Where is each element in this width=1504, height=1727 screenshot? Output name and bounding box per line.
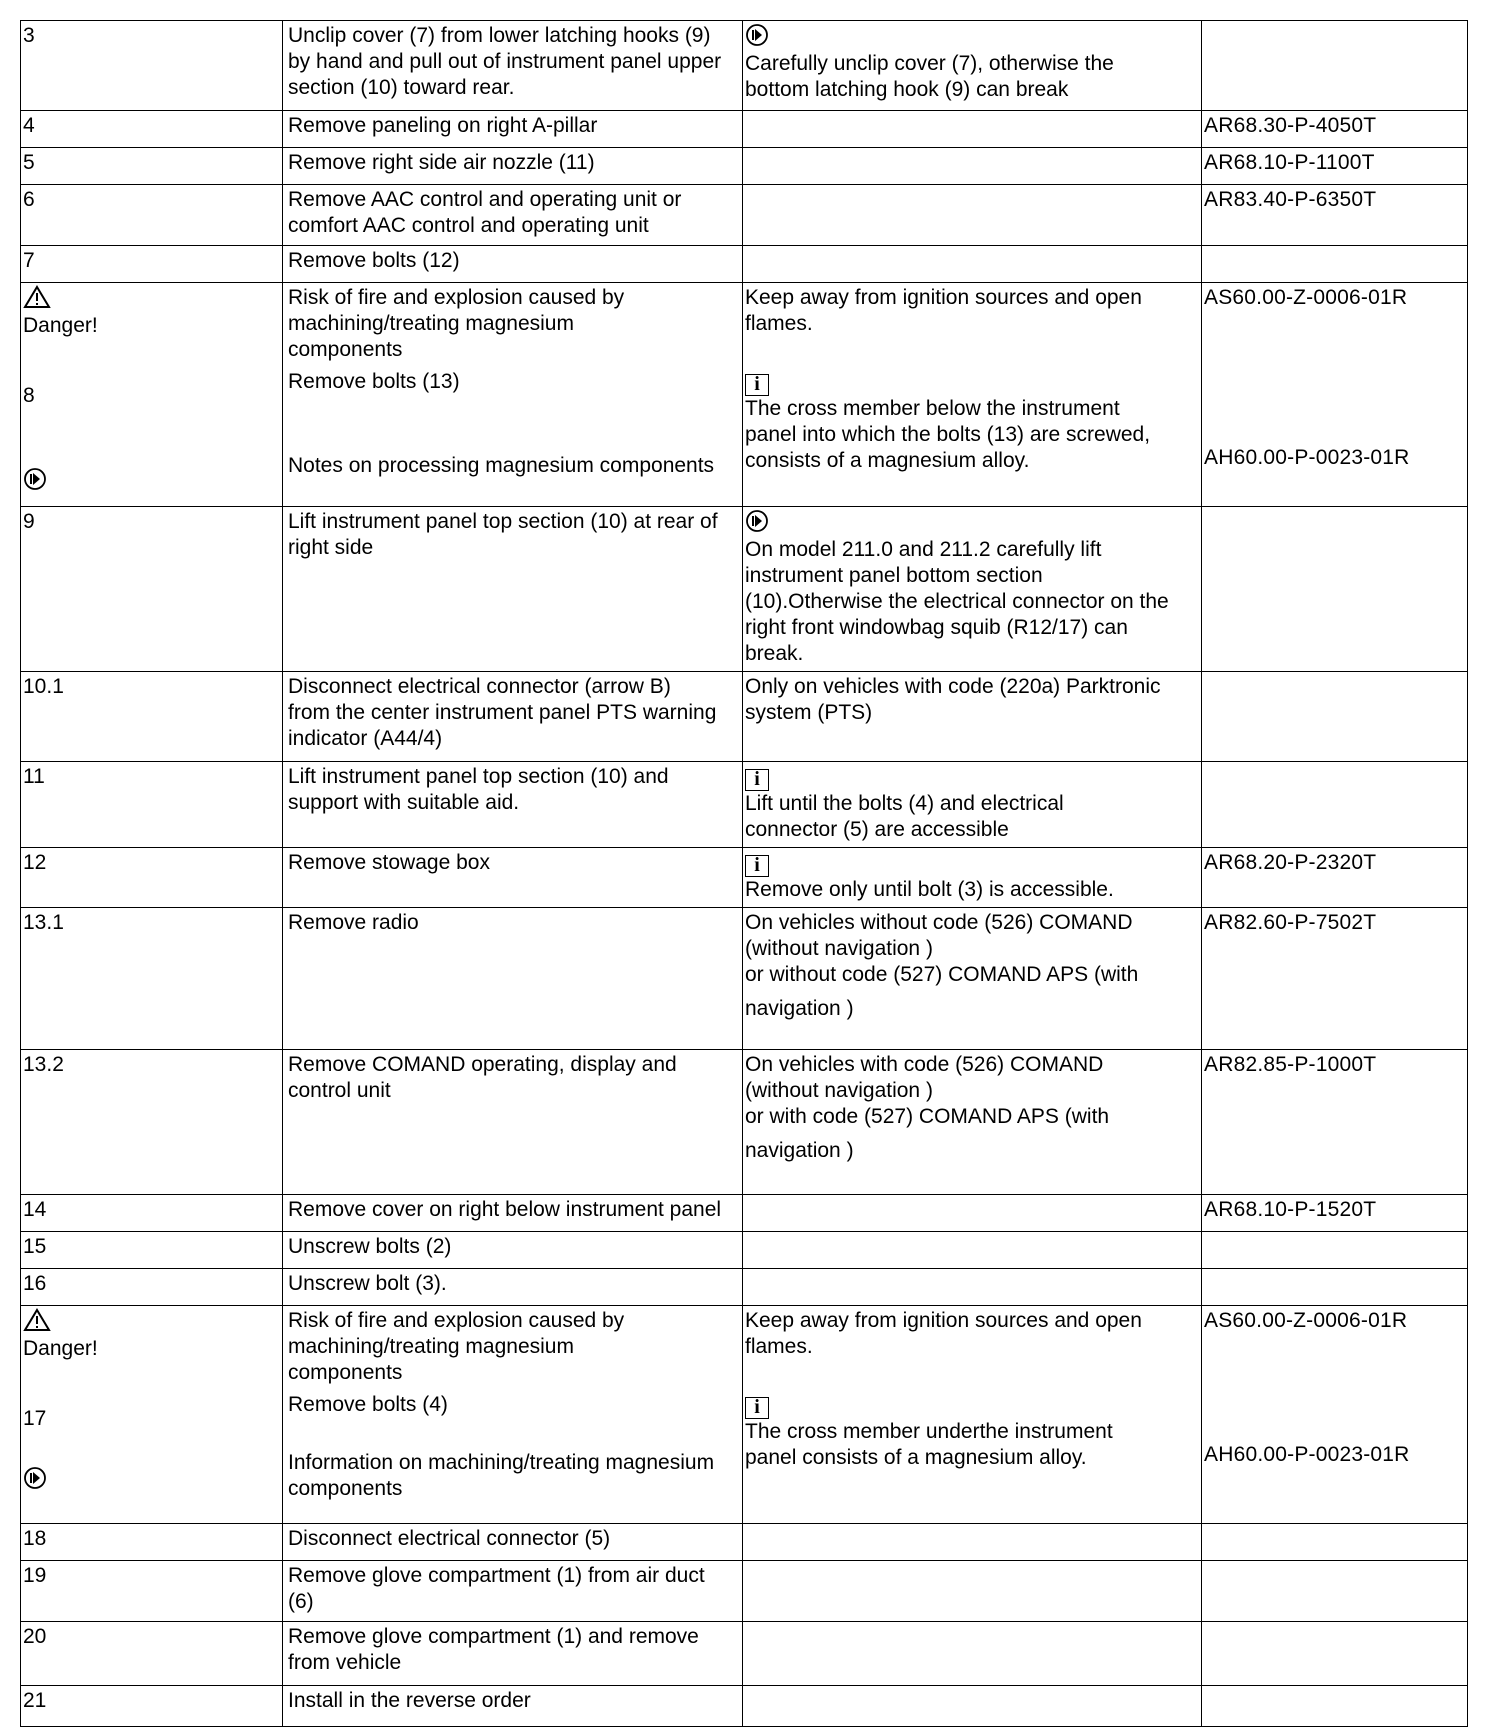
action-text: from the center instrument panel PTS warning (288, 701, 717, 724)
action-cell (283, 1195, 743, 1232)
step-number: 20 (23, 1625, 47, 1648)
action-cell (283, 1306, 743, 1524)
step-cell (21, 1306, 283, 1524)
note-cell (743, 1306, 1202, 1524)
action-cell (283, 148, 743, 185)
note-cell (743, 1269, 1202, 1306)
step-cell (21, 762, 283, 848)
info-icon: i (745, 374, 769, 396)
danger-icon (23, 1308, 51, 1332)
action-text: Unscrew bolt (3). (288, 1272, 447, 1295)
info-text: panel consists of a magnesium alloy. (745, 1446, 1087, 1469)
action-text: Remove COMAND operating, display and (288, 1053, 677, 1076)
action-text: section (10) toward rear. (288, 76, 515, 99)
action-text: Disconnect electrical connector (5) (288, 1527, 611, 1550)
notice-reference: AH60.00-P-0023-01R (1204, 446, 1410, 469)
table-row (21, 672, 1468, 762)
action-text: Remove stowage box (288, 851, 490, 874)
step-cell (21, 1524, 283, 1561)
reference-cell (1202, 1524, 1468, 1561)
note-cell (743, 848, 1202, 908)
note-first-line (745, 764, 1201, 817)
reference-cell (1202, 185, 1468, 246)
note-cell (743, 1050, 1202, 1195)
action-text: from vehicle (288, 1651, 402, 1674)
step-cell (21, 1195, 283, 1232)
step-cell (21, 246, 283, 283)
action-text: Lift instrument panel top section (10) and (288, 765, 669, 788)
note-text: system (PTS) (745, 701, 873, 724)
step-number: 10.1 (23, 675, 64, 698)
step-number: 17 (23, 1407, 47, 1430)
action-text: Install in the reverse order (288, 1689, 531, 1712)
action-cell (283, 21, 743, 111)
info-text: The cross member underthe instrument (745, 1420, 1113, 1443)
danger-text: Risk of fire and explosion caused by (288, 1309, 625, 1332)
danger-line (23, 1308, 282, 1362)
reference-cell (1202, 1306, 1468, 1524)
notice-text: Notes on processing magnesium components (288, 454, 715, 477)
action-cell (283, 1524, 743, 1561)
step-cell (21, 1561, 283, 1622)
note-text: navigation ) (745, 1139, 854, 1162)
reference-cell (1202, 762, 1468, 848)
step-cell (21, 21, 283, 111)
table-row (21, 1306, 1468, 1524)
action-cell (283, 1269, 743, 1306)
action-text: Remove right side air nozzle (11) (288, 151, 595, 174)
action-text: Remove radio (288, 911, 419, 934)
step-number: 7 (23, 249, 35, 272)
note-text: On model 211.0 and 211.2 carefully lift (745, 538, 1102, 561)
action-text: Unclip cover (7) from lower latching hooks (9) (288, 24, 711, 47)
action-text: Unscrew bolts (2) (288, 1235, 452, 1258)
step-number: 19 (23, 1564, 47, 1587)
action-cell (283, 762, 743, 848)
reference-cell (1202, 507, 1468, 672)
action-cell (283, 1232, 743, 1269)
action-text: control unit (288, 1079, 391, 1102)
spacer (1204, 311, 1467, 445)
step-number: 12 (23, 851, 47, 874)
action-text: (6) (288, 1590, 314, 1613)
notice-reference: AH60.00-P-0023-01R (1204, 1443, 1410, 1466)
danger-icon (23, 285, 51, 309)
note-text: Carefully unclip cover (7), otherwise the (745, 52, 1114, 75)
note-text: On vehicles with code (526) COMAND (745, 1053, 1104, 1076)
note-text: break. (745, 642, 804, 665)
notice-icon (745, 509, 769, 533)
note-text: (without navigation ) (745, 937, 933, 960)
action-text: Remove bolts (12) (288, 249, 460, 272)
action-cell (283, 1686, 743, 1727)
info-icon: i (745, 1397, 769, 1419)
reference-cell (1202, 283, 1468, 507)
step-number: 21 (23, 1689, 47, 1712)
step-cell (21, 1232, 283, 1269)
note-cell (743, 1622, 1202, 1686)
danger-text: components (288, 1361, 403, 1384)
action-cell (283, 246, 743, 283)
table-row (21, 185, 1468, 246)
table-row (21, 21, 1468, 111)
reference-code: AR82.85-P-1000T (1204, 1053, 1377, 1076)
step-cell (21, 111, 283, 148)
notice-icon (23, 1466, 47, 1490)
action-text: Remove AAC control and operating unit or (288, 188, 682, 211)
note-cell (743, 1195, 1202, 1232)
step-number: 11 (23, 765, 45, 788)
step-cell (21, 672, 283, 762)
reference-cell (1202, 1561, 1468, 1622)
reference-cell (1202, 672, 1468, 762)
table-row (21, 762, 1468, 848)
step-cell (21, 848, 283, 908)
action-cell (283, 1050, 743, 1195)
reference-code: AR68.20-P-2320T (1204, 851, 1377, 874)
note-cell (743, 1686, 1202, 1727)
info-text: panel into which the bolts (13) are screwed, (745, 423, 1151, 446)
reference-cell (1202, 21, 1468, 111)
step-number: 8 (23, 384, 35, 407)
action-text: right side (288, 536, 374, 559)
danger-note: flames. (745, 1335, 813, 1358)
spacer (23, 1432, 282, 1466)
action-cell (283, 1622, 743, 1686)
step-number: 16 (23, 1272, 47, 1295)
reference-cell (1202, 1686, 1468, 1727)
danger-label: Danger! (23, 1337, 98, 1360)
reference-code: AR68.30-P-4050T (1204, 114, 1377, 137)
reference-cell (1202, 1232, 1468, 1269)
step-cell (21, 148, 283, 185)
note-text: On vehicles without code (526) COMAND (745, 911, 1133, 934)
action-text: Remove glove compartment (1) and remove (288, 1625, 699, 1648)
action-text: Lift instrument panel top section (10) at rear of (288, 510, 718, 533)
table-row (21, 283, 1468, 507)
spacer (745, 1360, 1201, 1392)
note-cell (743, 148, 1202, 185)
danger-label: Danger! (23, 314, 98, 337)
note-first-line (745, 23, 1201, 77)
danger-reference: AS60.00-Z-0006-01R (1204, 1309, 1408, 1332)
action-text: comfort AAC control and operating unit (288, 214, 649, 237)
note-text: Remove only until bolt (3) is accessible. (745, 878, 1114, 901)
step-number: 13.2 (23, 1053, 64, 1076)
reference-code: AR68.10-P-1520T (1204, 1198, 1377, 1221)
note-cell (743, 283, 1202, 507)
procedure-table-body (21, 21, 1468, 1727)
note-text: (without navigation ) (745, 1079, 933, 1102)
step-cell (21, 507, 283, 672)
danger-text: machining/treating magnesium (288, 312, 574, 335)
action-cell (283, 111, 743, 148)
note-text: right front windowbag squib (R12/17) can (745, 616, 1128, 639)
spacer (288, 395, 742, 453)
reference-code: AR68.10-P-1100T (1204, 151, 1375, 174)
spacer (1204, 1334, 1467, 1442)
table-row (21, 111, 1468, 148)
info-text: consists of a magnesium alloy. (745, 449, 1030, 472)
table-row (21, 1050, 1468, 1195)
note-cell (743, 507, 1202, 672)
action-text: support with suitable aid. (288, 791, 520, 814)
step-number: 13.1 (23, 911, 64, 934)
table-row (21, 1561, 1468, 1622)
action-text: indicator (A44/4) (288, 727, 443, 750)
note-cell (743, 762, 1202, 848)
note-cell (743, 1232, 1202, 1269)
notice-icon (23, 467, 47, 491)
danger-reference: AS60.00-Z-0006-01R (1204, 286, 1408, 309)
danger-line (23, 285, 282, 339)
table-row (21, 1232, 1468, 1269)
info-text: The cross member below the instrument (745, 397, 1120, 420)
action-text: Remove cover on right below instrument panel (288, 1198, 722, 1221)
reference-cell (1202, 1050, 1468, 1195)
step-number: 5 (23, 151, 35, 174)
danger-note: flames. (745, 312, 813, 335)
spacer (23, 339, 282, 383)
step-number: 6 (23, 188, 35, 211)
table-row (21, 507, 1468, 672)
step-cell (21, 908, 283, 1050)
note-cell (743, 908, 1202, 1050)
step-number: 3 (23, 24, 35, 47)
note-first-line (745, 509, 1201, 563)
danger-text: Risk of fire and explosion caused by (288, 286, 625, 309)
step-cell (21, 1622, 283, 1686)
step-number: 4 (23, 114, 35, 137)
table-row (21, 1269, 1468, 1306)
info-icon: i (745, 769, 769, 791)
step-cell (21, 185, 283, 246)
action-cell (283, 848, 743, 908)
note-text: bottom latching hook (9) can break (745, 78, 1069, 101)
reference-cell (1202, 1269, 1468, 1306)
note-cell (743, 111, 1202, 148)
note-text: or without code (527) COMAND APS (with (745, 963, 1139, 986)
action-cell (283, 908, 743, 1050)
danger-note: Keep away from ignition sources and open (745, 286, 1142, 309)
step-cell (21, 1686, 283, 1727)
action-cell (283, 672, 743, 762)
info-first-line (745, 369, 1201, 422)
note-first-line (745, 850, 1201, 903)
action-text: Remove bolts (13) (288, 370, 460, 393)
table-row (21, 848, 1468, 908)
reference-cell (1202, 148, 1468, 185)
action-cell (283, 507, 743, 672)
reference-cell (1202, 1622, 1468, 1686)
table-row (21, 1195, 1468, 1232)
step-number: 18 (23, 1527, 47, 1550)
step-cell (21, 1269, 283, 1306)
reference-cell (1202, 848, 1468, 908)
notice-text: Information on machining/treating magnesium (288, 1451, 715, 1474)
danger-note: Keep away from ignition sources and open (745, 1309, 1142, 1332)
action-text: Remove paneling on right A-pillar (288, 114, 598, 137)
action-cell (283, 283, 743, 507)
spacer (745, 337, 1201, 369)
notice-icon (745, 23, 769, 47)
action-text: Remove glove compartment (1) from air duct (288, 1564, 705, 1587)
table-row (21, 908, 1468, 1050)
note-cell (743, 1524, 1202, 1561)
step-number: 9 (23, 510, 35, 533)
table-row (21, 148, 1468, 185)
danger-text: components (288, 338, 403, 361)
action-text: by hand and pull out of instrument panel upper (288, 50, 722, 73)
danger-text: machining/treating magnesium (288, 1335, 574, 1358)
table-row (21, 1686, 1468, 1727)
action-text: Disconnect electrical connector (arrow B) (288, 675, 671, 698)
step-number: 15 (23, 1235, 47, 1258)
note-cell (743, 246, 1202, 283)
reference-code: AR83.40-P-6350T (1204, 188, 1377, 211)
note-cell (743, 1561, 1202, 1622)
note-cell (743, 185, 1202, 246)
table-row (21, 1622, 1468, 1686)
procedure-table (20, 20, 1468, 1727)
table-row (21, 1524, 1468, 1561)
note-cell (743, 21, 1202, 111)
reference-cell (1202, 908, 1468, 1050)
reference-cell (1202, 246, 1468, 283)
reference-code: AR82.60-P-7502T (1204, 911, 1377, 934)
action-text: Remove bolts (4) (288, 1393, 448, 1416)
spacer (23, 1362, 282, 1406)
note-text: navigation ) (745, 997, 854, 1020)
step-cell (21, 283, 283, 507)
note-cell (743, 672, 1202, 762)
info-icon: i (745, 855, 769, 877)
note-text: Lift until the bolts (4) and electrical (745, 792, 1064, 815)
reference-cell (1202, 111, 1468, 148)
note-text: or with code (527) COMAND APS (with (745, 1105, 1110, 1128)
info-first-line (745, 1392, 1201, 1445)
step-cell (21, 1050, 283, 1195)
step-number: 14 (23, 1198, 47, 1221)
spacer (288, 1418, 742, 1450)
table-row (21, 246, 1468, 283)
note-text: Only on vehicles with code (220a) Parktronic (745, 675, 1161, 698)
note-text: connector (5) are accessible (745, 818, 1009, 841)
note-text: (10).Otherwise the electrical connector on the (745, 590, 1169, 613)
action-cell (283, 1561, 743, 1622)
action-cell (283, 185, 743, 246)
reference-cell (1202, 1195, 1468, 1232)
notice-text: components (288, 1477, 403, 1500)
note-text: instrument panel bottom section (745, 564, 1043, 587)
spacer (23, 409, 282, 467)
